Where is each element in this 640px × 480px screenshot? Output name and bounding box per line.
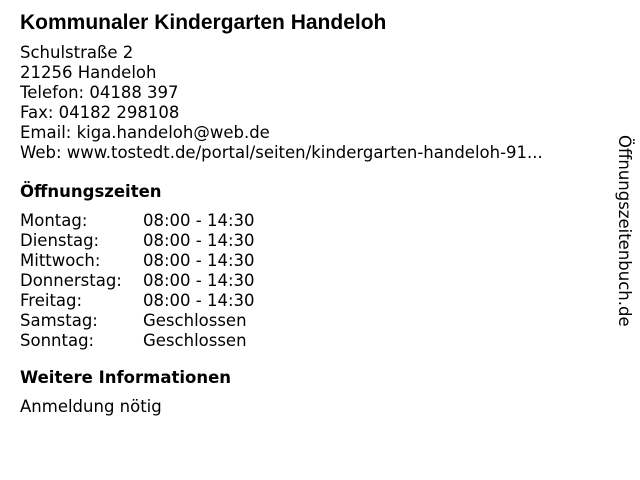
website-url: Web: www.tostedt.de/portal/seiten/kindergarten-handeloh-91... xyxy=(20,143,543,162)
opening-hours-table xyxy=(20,211,600,351)
hours-day: Dienstag: xyxy=(20,231,100,250)
more-info-heading: Weitere Informationen xyxy=(20,368,232,387)
city-postcode: 21256 Handeloh xyxy=(20,63,157,82)
more-info-text: Anmeldung nötig xyxy=(20,397,162,416)
hours-row-saturday xyxy=(20,311,600,331)
fax-number: Fax: 04182 298108 xyxy=(20,103,180,122)
hours-day: Freitag: xyxy=(20,291,83,310)
hours-day: Sonntag: xyxy=(20,331,95,350)
hours-time: 08:00 - 14:30 xyxy=(143,271,255,290)
hours-day: Mittwoch: xyxy=(20,251,101,270)
hours-row-tuesday xyxy=(20,231,600,251)
business-card xyxy=(20,10,600,417)
hours-row-sunday xyxy=(20,331,600,351)
hours-row-friday xyxy=(20,291,600,311)
brand-watermark: Öffnungszeitenbuch.de xyxy=(615,135,634,327)
hours-time: 08:00 - 14:30 xyxy=(143,291,255,310)
hours-time: 08:00 - 14:30 xyxy=(143,211,255,230)
hours-day: Donnerstag: xyxy=(20,271,122,290)
hours-time: 08:00 - 14:30 xyxy=(143,251,255,270)
hours-time: Geschlossen xyxy=(143,331,247,350)
phone-number: Telefon: 04188 397 xyxy=(20,83,179,102)
hours-row-wednesday xyxy=(20,251,600,271)
opening-hours-heading: Öffnungszeiten xyxy=(20,182,162,201)
hours-row-thursday xyxy=(20,271,600,291)
email-address: Email: kiga.handeloh@web.de xyxy=(20,123,270,142)
street-address: Schulstraße 2 xyxy=(20,43,134,62)
hours-time: Geschlossen xyxy=(143,311,247,330)
contact-block xyxy=(20,43,600,163)
hours-day: Samstag: xyxy=(20,311,98,330)
hours-time: 08:00 - 14:30 xyxy=(143,231,255,250)
business-name: Kommunaler Kindergarten Handeloh xyxy=(20,11,387,34)
hours-day: Montag: xyxy=(20,211,88,230)
hours-row-monday xyxy=(20,211,600,231)
